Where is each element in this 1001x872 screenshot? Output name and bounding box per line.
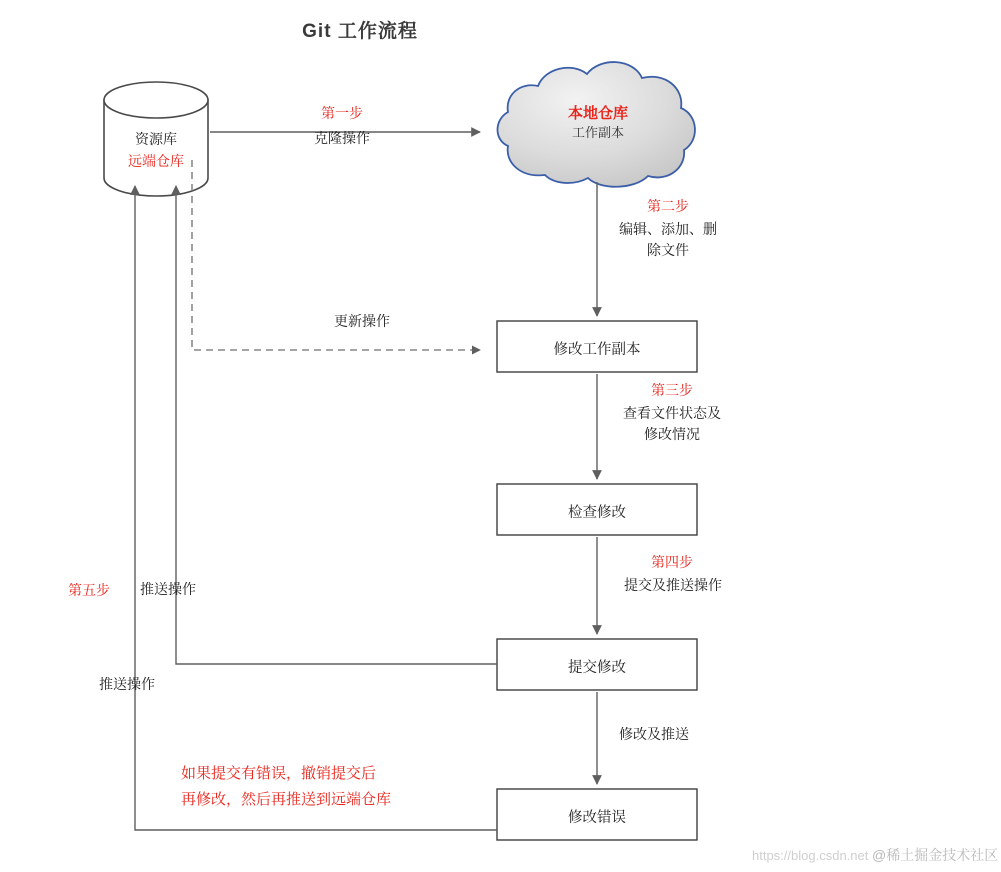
box-modify-working-copy-label: 修改工作副本: [553, 342, 641, 358]
edge-push-top: [176, 186, 497, 664]
watermark: [752, 845, 998, 865]
edge-label-step5-title: 第五步: [68, 582, 110, 598]
edge-label-update-action: 更新操作: [334, 313, 390, 329]
edge-label-step3-action-2: 修改情况: [644, 426, 700, 442]
edge-label-step1-title: 第一步: [321, 105, 363, 121]
edge-label-step4-title: 第四步: [651, 554, 693, 570]
edge-label-push-action-bottom: 推送操作: [99, 676, 155, 692]
edge-label-step3-action-1: 查看文件状态及: [623, 405, 721, 421]
box-check-changes-label: 检查修改: [568, 505, 626, 521]
edge-label-step4-action: 提交及推送操作: [624, 577, 722, 593]
box-fix-errors-label: 修改错误: [568, 810, 626, 826]
page-title: Git 工作流程: [302, 21, 418, 42]
edge-label-push-action-top: 推送操作: [140, 581, 196, 597]
edge-label-step2-title: 第二步: [647, 198, 689, 214]
remote-repo-label: 资源库 远端仓库: [128, 131, 184, 170]
edge-label-step2-action-1: 编辑、添加、删: [619, 221, 717, 237]
watermark-url: https://blog.csdn.net: [752, 848, 869, 863]
error-note-line2: 再修改，然后再推送到远端仓库: [181, 790, 392, 808]
error-note-line1: 如果提交有错误，撤销提交后: [181, 765, 377, 782]
watermark-brand: @稀土掘金技术社区: [871, 847, 999, 863]
edge-label-step1-action: 克隆操作: [314, 130, 370, 146]
edge-label-step3-title: 第三步: [651, 382, 693, 398]
edge-label-modify-and-push: 修改及推送: [619, 726, 689, 742]
edge-label-step2-action-2: 除文件: [647, 242, 689, 258]
error-note: [181, 761, 391, 812]
local-repo-label: 本地仓库 工作副本: [567, 105, 628, 140]
box-commit-changes-label: 提交修改: [568, 660, 626, 676]
edge-push-bottom: [135, 186, 497, 830]
